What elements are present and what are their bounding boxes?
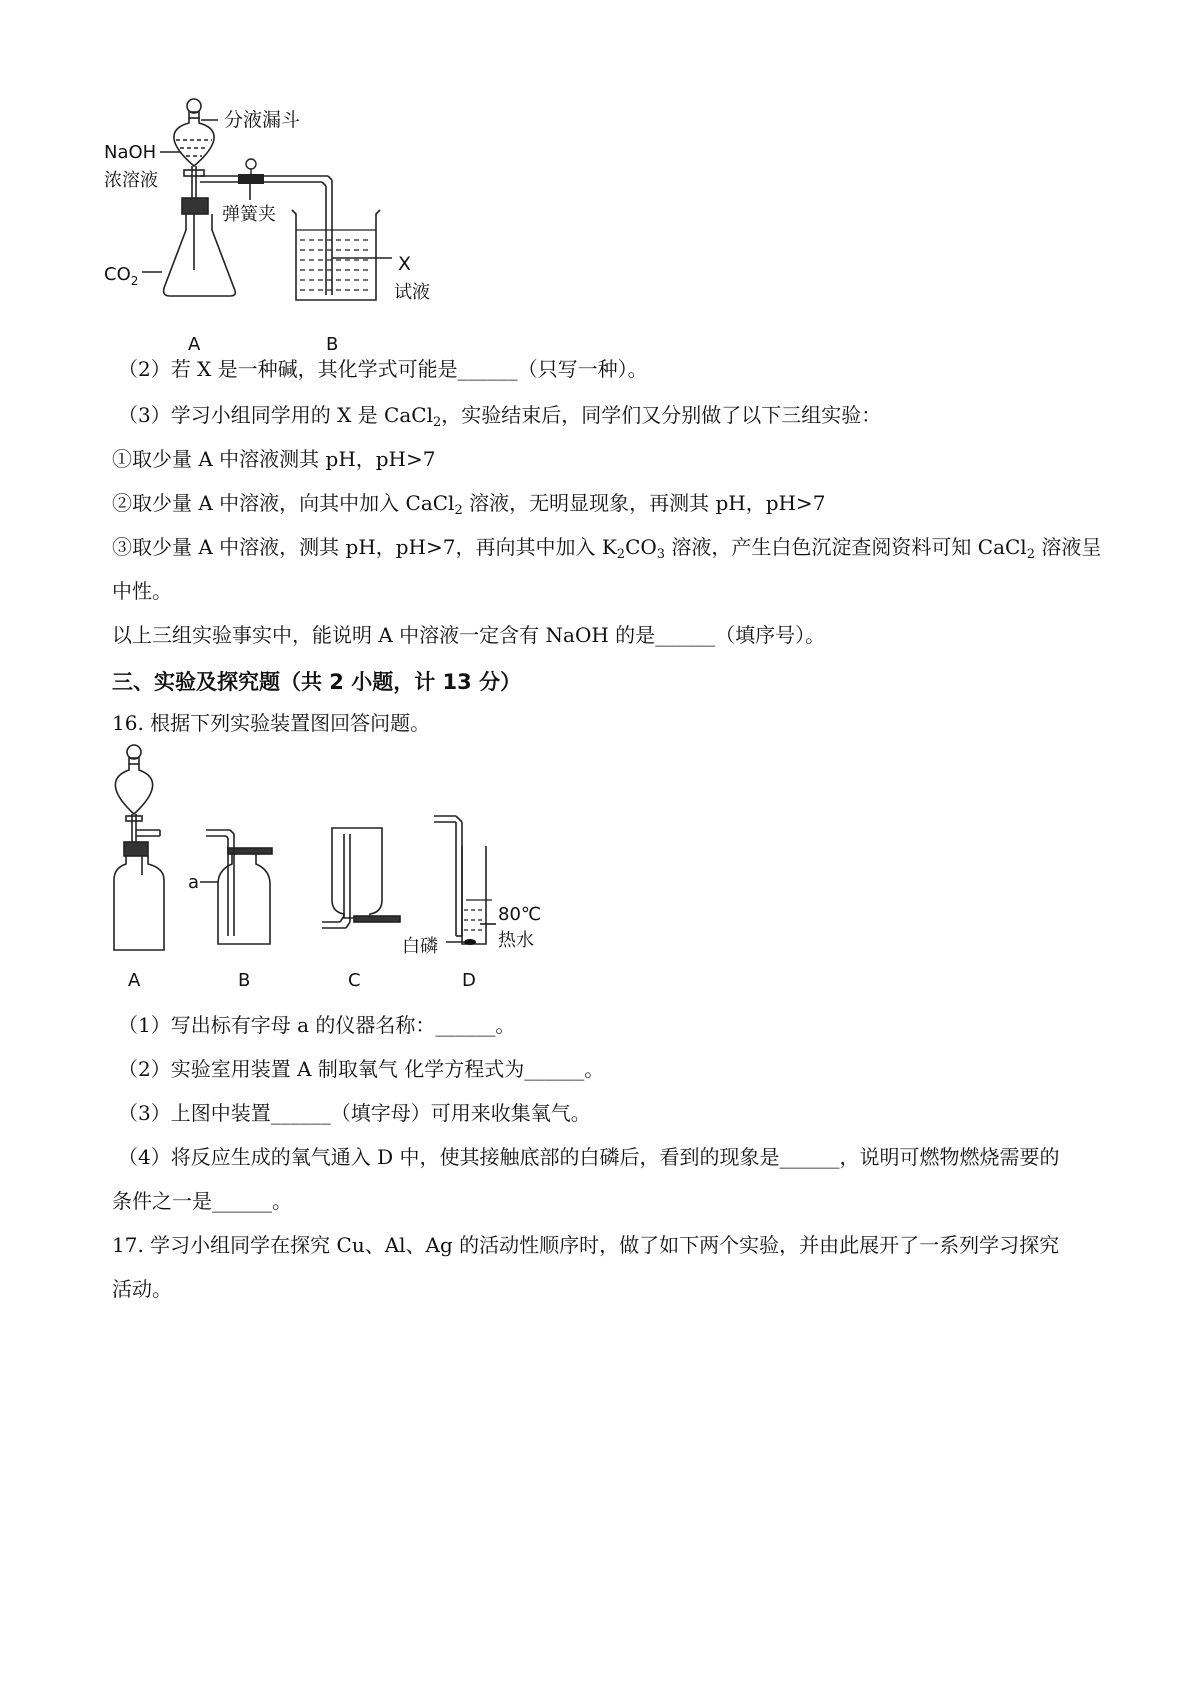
gas-bottle-c-icon	[332, 828, 382, 918]
gas-bottle-a-icon	[114, 856, 164, 950]
funnel-label: 分液漏斗	[224, 109, 301, 131]
naoh-label: NaOH	[104, 142, 157, 163]
naoh-label-2: 浓溶液	[104, 170, 158, 191]
caption-b: B	[238, 970, 251, 991]
white-phosphorus-icon	[464, 939, 476, 945]
q15-exp3: ③取少量 A 中溶液，测其 pH，pH>7，再向其中加入 $K_2CO_3$ 溶液，产生白色沉淀查阅资料可知 CaCl$_2$ 溶液呈	[112, 535, 1102, 562]
section3-heading: 三、实验及探究题（共 2 小题，计 13 分）	[112, 670, 522, 694]
spring-clamp-icon	[238, 174, 264, 184]
caption-a: A	[188, 334, 201, 355]
co2-label: $CO_2$	[104, 264, 139, 288]
temp-label: 80℃	[498, 904, 542, 925]
q16-stem: 16. 根据下列实验装置图回答问题。	[112, 711, 431, 735]
q17-line2: 活动。	[112, 1277, 172, 1301]
q16-part2: （2）实验室用装置 A 制取氧气 化学方程式为______。	[118, 1057, 605, 1081]
bottle-stopper-icon	[124, 842, 148, 856]
q15-part3: （3）学习小组同学用的 X 是 CaCl$_2$，实验结束后，同学们又分别做了以下三组实验：	[118, 403, 882, 430]
q15-part2: （2）若 X 是一种碱，其化学式可能是______（只写一种）。	[118, 357, 648, 381]
q16-part4: （4）将反应生成的氧气通入 D 中，使其接触底部的白磷后，看到的现象是______，说明可燃物燃烧需要的	[118, 1145, 1060, 1169]
q15-exp3-cont: 中性。	[112, 579, 172, 603]
phosphorus-label: 白磷	[402, 936, 438, 957]
q16-part1: （1）写出标有字母 a 的仪器名称：______。	[118, 1013, 516, 1037]
beaker-d-icon	[462, 846, 486, 944]
water-label: 热水	[498, 930, 534, 951]
separatory-funnel-icon	[115, 764, 152, 814]
funnel-stopper-icon	[127, 745, 141, 759]
q16-part4-cont: 条件之一是______。	[112, 1189, 292, 1213]
funnel-stopper-icon	[187, 99, 201, 113]
caption-a: A	[128, 970, 141, 991]
x-label: X	[398, 253, 412, 275]
label-a: a	[188, 872, 200, 893]
figure-co2-naoh-apparatus	[100, 90, 460, 370]
q17-line1: 17. 学习小组同学在探究 Cu、Al、Ag 的活动性顺序时，做了如下两个实验，并由此展开了一系列学习探究	[112, 1233, 1060, 1257]
caption-c: C	[348, 970, 361, 991]
beaker-icon	[292, 210, 380, 300]
rubber-stopper-icon	[182, 198, 208, 214]
separatory-funnel-icon	[174, 118, 214, 166]
caption-d: D	[462, 970, 476, 991]
clamp-label: 弹簧夹	[222, 204, 276, 225]
x-label-2: 试液	[394, 282, 430, 303]
figure-lab-apparatus	[100, 740, 580, 1000]
gas-bottle-b-icon	[218, 852, 270, 944]
q15-exp1: ①取少量 A 中溶液测其 pH，pH>7	[112, 447, 436, 471]
caption-b: B	[326, 334, 339, 355]
conical-flask-icon	[164, 214, 236, 296]
q16-part3: （3）上图中装置______（填字母）可用来收集氧气。	[118, 1101, 591, 1125]
q15-conclusion: 以上三组实验事实中，能说明 A 中溶液一定含有 NaOH 的是______（填序号）。	[112, 623, 826, 647]
q15-exp2: ②取少量 A 中溶液，向其中加入 CaCl$_2$ 溶液，无明显现象，再测其 pH，pH>7	[112, 491, 826, 518]
